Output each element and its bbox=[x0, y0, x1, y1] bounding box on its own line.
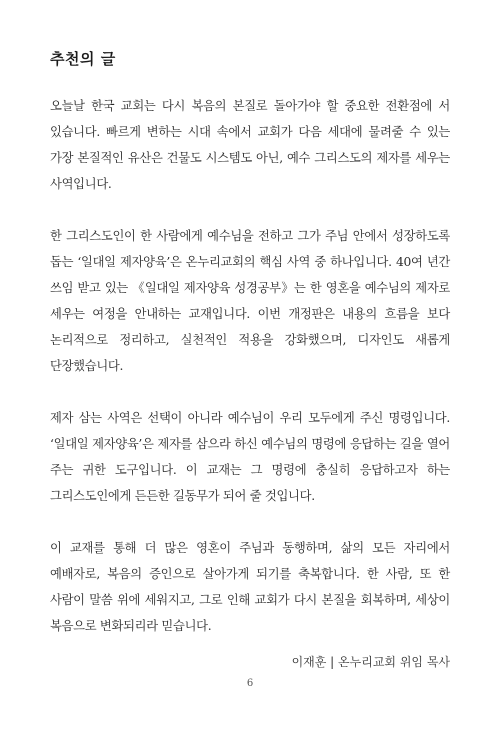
page-title: 추천의 글 bbox=[50, 50, 116, 68]
paragraph-4: 이 교재를 통해 더 많은 영혼이 주님과 동행하며, 삶의 모든 자리에서 예배자로, 복음의 증인으로 살아가게 되기를 축복합니다. 한 사람, 또 한 사람이 말씀 위에 세워지고, 그로 인해 교회가 다시 본질을 회복하며, 세상이 복음으로 변화되리라 믿습니다. bbox=[50, 541, 450, 633]
author-signature: 이재훈 | 온누리교회 위임 목사 bbox=[291, 655, 450, 669]
paragraph-1: 오늘날 한국 교회는 다시 복음의 본질로 돌아가야 할 중요한 전환점에 서 있습니다. 빠르게 변하는 시대 속에서 교회가 다음 세대에 물려줄 수 있는 가장 본질적인 유산은 건물도 시스템도 아닌, 예수 그리스도의 제자를 세우는 사역입니다. bbox=[50, 99, 450, 191]
paragraph-2: 한 그리스도인이 한 사람에게 예수님을 전하고 그가 주님 안에서 성장하도록 돕는 ‘일대일 제자양육’은 온누리교회의 핵심 사역 중 하나입니다. 40여 년간 쓰임 받고 있는 《일대일 제자양육 성경공부》는 한 영혼을 예수님의 제자로 세우는 여정을 안내하는 교재입니다. 이번 개정판은 내용의 흐름을 보다 논리적으로 정리하고, 실천적인 적용을 강화했으며, 디자인도 새롭게 단장했습니다. bbox=[50, 229, 450, 373]
paragraph-3: 제자 삼는 사역은 선택이 아니라 예수님이 우리 모두에게 주신 명령입니다. ‘일대일 제자양육’은 제자를 삼으라 하신 예수님의 명령에 응답하는 길을 열어 주는 귀한 도구입니다. 이 교재는 그 명령에 충실히 응답하고자 하는 그리스도인에게 든든한 길동무가 되어 줄 것입니다. bbox=[50, 411, 450, 503]
page-number: 6 bbox=[246, 678, 254, 689]
